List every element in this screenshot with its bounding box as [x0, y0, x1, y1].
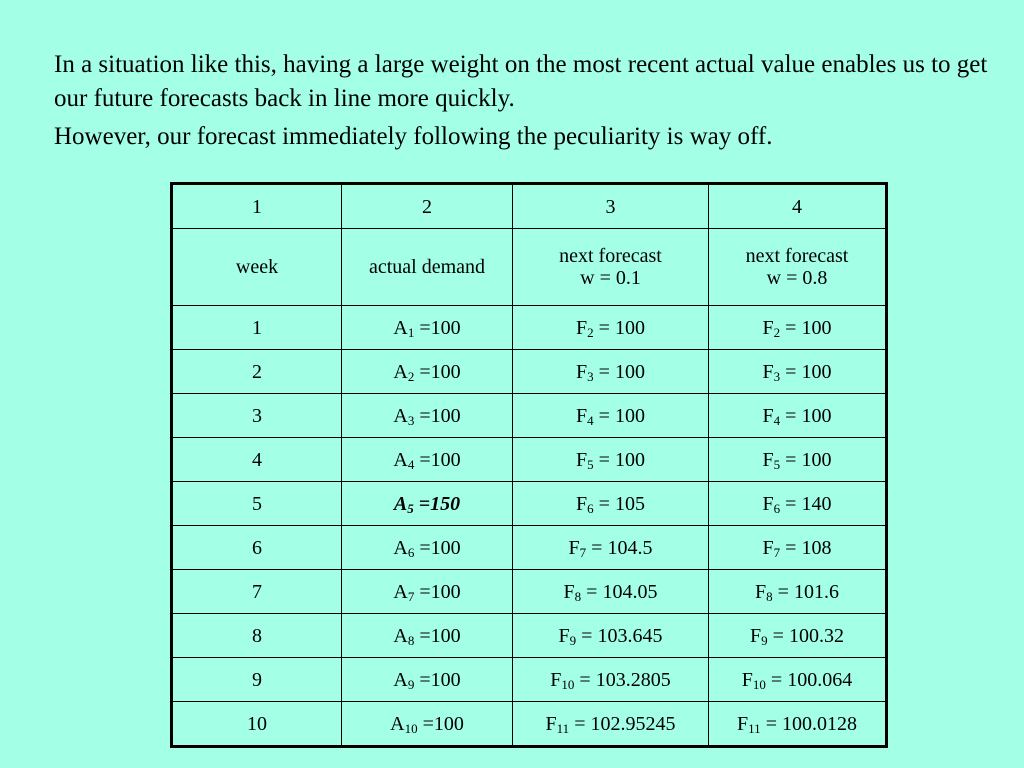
forecast-w08-cell-symbol: F: [762, 316, 774, 339]
actual-demand-cell-subscript: 7: [407, 588, 415, 604]
actual-demand-cell-value: =100: [414, 448, 461, 471]
actual-demand-cell: [342, 658, 513, 702]
col-number-1: 1: [172, 184, 342, 229]
actual-demand-cell-value: =100: [414, 624, 461, 647]
forecast-w01-cell: [513, 614, 709, 658]
actual-demand-cell: [342, 306, 513, 350]
table-row: [172, 614, 887, 658]
actual-demand-cell-value: =100: [414, 360, 461, 383]
forecast-w01-cell: [513, 306, 709, 350]
actual-demand-cell-symbol: A: [393, 404, 408, 427]
forecast-w08-cell-subscript: 8: [766, 588, 773, 604]
forecast-w01-cell-value: = 103.645: [576, 624, 663, 647]
forecast-w01-cell-value: = 100: [593, 360, 645, 383]
table-row: [172, 394, 887, 438]
table-row: [172, 482, 887, 526]
actual-demand-cell-subscript: 9: [407, 676, 415, 692]
actual-demand-cell-emphasis: [394, 493, 460, 515]
forecast-w01-cell-symbol: F: [568, 536, 580, 559]
header-week: week: [172, 229, 342, 306]
forecast-w01-cell: [513, 702, 709, 747]
forecast-w01-cell-symbol: F: [550, 668, 562, 691]
forecast-w08-cell-symbol: F: [762, 492, 774, 515]
forecast-w08-cell-symbol: F: [750, 624, 762, 647]
forecast-w01-cell: [513, 482, 709, 526]
actual-demand-cell-symbol: A: [393, 668, 408, 691]
forecast-w01-cell-value: = 100: [593, 404, 645, 427]
forecast-w08-cell-value: = 100.0128: [760, 712, 857, 735]
header-forecast-w08-line1: next forecast: [745, 245, 849, 267]
forecast-w08-cell: [709, 306, 887, 350]
forecast-w01-cell-value: = 105: [593, 492, 645, 515]
actual-demand-cell-value: =100: [414, 316, 461, 339]
forecast-w08-cell: [709, 526, 887, 570]
intro-line-2: However, our forecast immediately following the peculiarity is way off.: [54, 123, 773, 150]
header-forecast-w01: [513, 229, 709, 306]
forecast-w08-cell: [709, 438, 887, 482]
forecast-w01-cell: [513, 570, 709, 614]
forecast-w01-cell: [513, 394, 709, 438]
forecast-w01-cell-symbol: F: [576, 360, 588, 383]
actual-demand-cell: [342, 614, 513, 658]
forecast-w01-cell-symbol: F: [563, 580, 575, 603]
forecast-w08-cell-subscript: 4: [773, 412, 781, 428]
forecast-w01-cell: [513, 658, 709, 702]
actual-demand-cell: [342, 482, 513, 526]
header-forecast-w01-line2: w = 0.1: [580, 267, 641, 289]
actual-demand-cell-value: =100: [417, 712, 464, 735]
forecast-w08-cell-value: = 100: [780, 404, 832, 427]
table-row: [172, 438, 887, 482]
forecast-w01-cell-subscript: 5: [587, 456, 594, 472]
forecast-w01-cell-symbol: F: [576, 448, 588, 471]
forecast-w08-cell-value: = 100: [780, 448, 832, 471]
actual-demand-cell-symbol: A: [393, 316, 408, 339]
forecast-w01-cell-symbol: F: [545, 712, 557, 735]
actual-demand-cell-value: =100: [414, 580, 461, 603]
header-actual-demand: actual demand: [342, 229, 513, 306]
forecast-w08-cell-value: = 140: [780, 492, 832, 515]
forecast-w08-cell-symbol: F: [762, 536, 774, 559]
week-cell: 9: [172, 658, 342, 702]
week-cell: 1: [172, 306, 342, 350]
actual-demand-cell-symbol: A: [390, 712, 405, 735]
intro-text: [54, 48, 994, 154]
forecast-w01-cell-subscript: 7: [579, 544, 587, 560]
forecast-w08-cell: [709, 614, 887, 658]
actual-demand-cell: [342, 702, 513, 747]
forecast-w01-cell-subscript: 8: [574, 588, 582, 604]
actual-demand-cell-symbol: A: [393, 492, 408, 515]
forecast-w08-cell: [709, 482, 887, 526]
header-forecast-w08-line2: w = 0.8: [766, 267, 828, 289]
forecast-w08-cell-subscript: 7: [773, 544, 781, 560]
forecast-w08-cell-value: = 100: [780, 360, 832, 383]
forecast-w08-cell-subscript: 3: [773, 368, 781, 384]
actual-demand-cell-value: =100: [414, 536, 461, 559]
table-row: [172, 702, 887, 747]
forecast-w08-cell-value: = 100.064: [765, 668, 853, 691]
actual-demand-cell-subscript: 5: [407, 500, 414, 516]
forecast-w01-cell-value: = 104.05: [581, 580, 658, 603]
header-row: [172, 229, 887, 306]
actual-demand-cell: [342, 394, 513, 438]
table-row: [172, 570, 887, 614]
forecast-w01-cell-value: = 103.2805: [574, 668, 671, 691]
actual-demand-cell: [342, 526, 513, 570]
forecast-w01-cell-value: = 102.95245: [569, 712, 676, 735]
actual-demand-cell-value: =100: [414, 404, 461, 427]
actual-demand-cell-symbol: A: [393, 360, 408, 383]
table-row: [172, 306, 887, 350]
forecast-w01-cell-subscript: 6: [587, 500, 594, 516]
actual-demand-cell-symbol: A: [393, 580, 408, 603]
col-number-2: 2: [342, 184, 513, 229]
forecast-w08-cell: [709, 702, 887, 747]
forecast-w01-cell-symbol: F: [558, 624, 570, 647]
week-cell: 5: [172, 482, 342, 526]
forecast-w08-cell: [709, 658, 887, 702]
table-row: [172, 658, 887, 702]
actual-demand-cell-value: =100: [414, 668, 461, 691]
forecast-w08-cell: [709, 350, 887, 394]
forecast-table: [170, 182, 888, 748]
actual-demand-cell: [342, 438, 513, 482]
forecast-w01-cell-value: = 100: [593, 316, 645, 339]
forecast-w08-cell-symbol: F: [737, 712, 749, 735]
week-cell: 3: [172, 394, 342, 438]
week-cell: 6: [172, 526, 342, 570]
forecast-w08-cell-subscript: 5: [773, 456, 781, 472]
forecast-w08-cell: [709, 570, 887, 614]
forecast-w01-cell-value: = 100: [593, 448, 645, 471]
forecast-w08-cell-subscript: 6: [773, 500, 781, 516]
actual-demand-cell-symbol: A: [393, 536, 408, 559]
forecast-w08-cell-symbol: F: [762, 448, 774, 471]
forecast-w01-cell: [513, 350, 709, 394]
col-number-4: 4: [709, 184, 887, 229]
week-cell: 2: [172, 350, 342, 394]
week-cell: 4: [172, 438, 342, 482]
col-number-3: 3: [513, 184, 709, 229]
table-row: [172, 350, 887, 394]
intro-line-1: In a situation like this, having a large weight on the most recent actual value enables us to get our future forecasts back in line more quickly.: [54, 51, 988, 112]
forecast-w01-cell-subscript: 10: [561, 676, 575, 692]
week-cell: 7: [172, 570, 342, 614]
week-cell: 8: [172, 614, 342, 658]
forecast-w01-cell-subscript: 3: [587, 368, 594, 384]
forecast-w08-cell-symbol: F: [762, 404, 774, 427]
actual-demand-cell: [342, 350, 513, 394]
forecast-w08-cell-subscript: 11: [748, 720, 761, 736]
actual-demand-cell-value: =150: [413, 492, 461, 515]
actual-demand-cell: [342, 570, 513, 614]
header-forecast-w08: [709, 229, 887, 306]
table-row: [172, 526, 887, 570]
forecast-w01-cell-value: = 104.5: [586, 536, 653, 559]
forecast-w08-cell-value: = 100.32: [767, 624, 844, 647]
forecast-w08-cell: [709, 394, 887, 438]
forecast-w08-cell-value: = 100: [780, 316, 832, 339]
forecast-w01-cell-subscript: 2: [587, 324, 594, 340]
actual-demand-cell-subscript: 1: [407, 324, 415, 340]
forecast-w08-cell-value: = 108: [780, 536, 832, 559]
actual-demand-cell-subscript: 10: [404, 720, 418, 736]
forecast-w08-cell-symbol: F: [741, 668, 753, 691]
forecast-w01-cell-symbol: F: [576, 492, 588, 515]
column-number-row: [172, 184, 887, 229]
header-forecast-w01-line1: next forecast: [559, 245, 662, 267]
actual-demand-cell-subscript: 8: [407, 632, 415, 648]
forecast-w01-cell-symbol: F: [576, 316, 588, 339]
actual-demand-cell-subscript: 6: [407, 544, 415, 560]
forecast-w08-cell-subscript: 2: [773, 324, 781, 340]
actual-demand-cell-subscript: 4: [407, 456, 415, 472]
forecast-w01-cell-symbol: F: [576, 404, 588, 427]
forecast-w01-cell-subscript: 9: [569, 632, 577, 648]
forecast-w01-cell-subscript: 4: [587, 412, 594, 428]
actual-demand-cell-symbol: A: [393, 448, 408, 471]
forecast-w01-cell: [513, 438, 709, 482]
forecast-w08-cell-subscript: 10: [752, 676, 766, 692]
forecast-w08-cell-symbol: F: [755, 580, 767, 603]
forecast-w08-cell-value: = 101.6: [772, 580, 839, 603]
forecast-w01-cell: [513, 526, 709, 570]
actual-demand-cell-subscript: 3: [407, 412, 415, 428]
forecast-w08-cell-symbol: F: [762, 360, 774, 383]
forecast-w08-cell-subscript: 9: [761, 632, 768, 648]
actual-demand-cell-subscript: 2: [407, 368, 415, 384]
forecast-w01-cell-subscript: 11: [556, 720, 570, 736]
week-cell: 10: [172, 702, 342, 747]
actual-demand-cell-symbol: A: [393, 624, 408, 647]
